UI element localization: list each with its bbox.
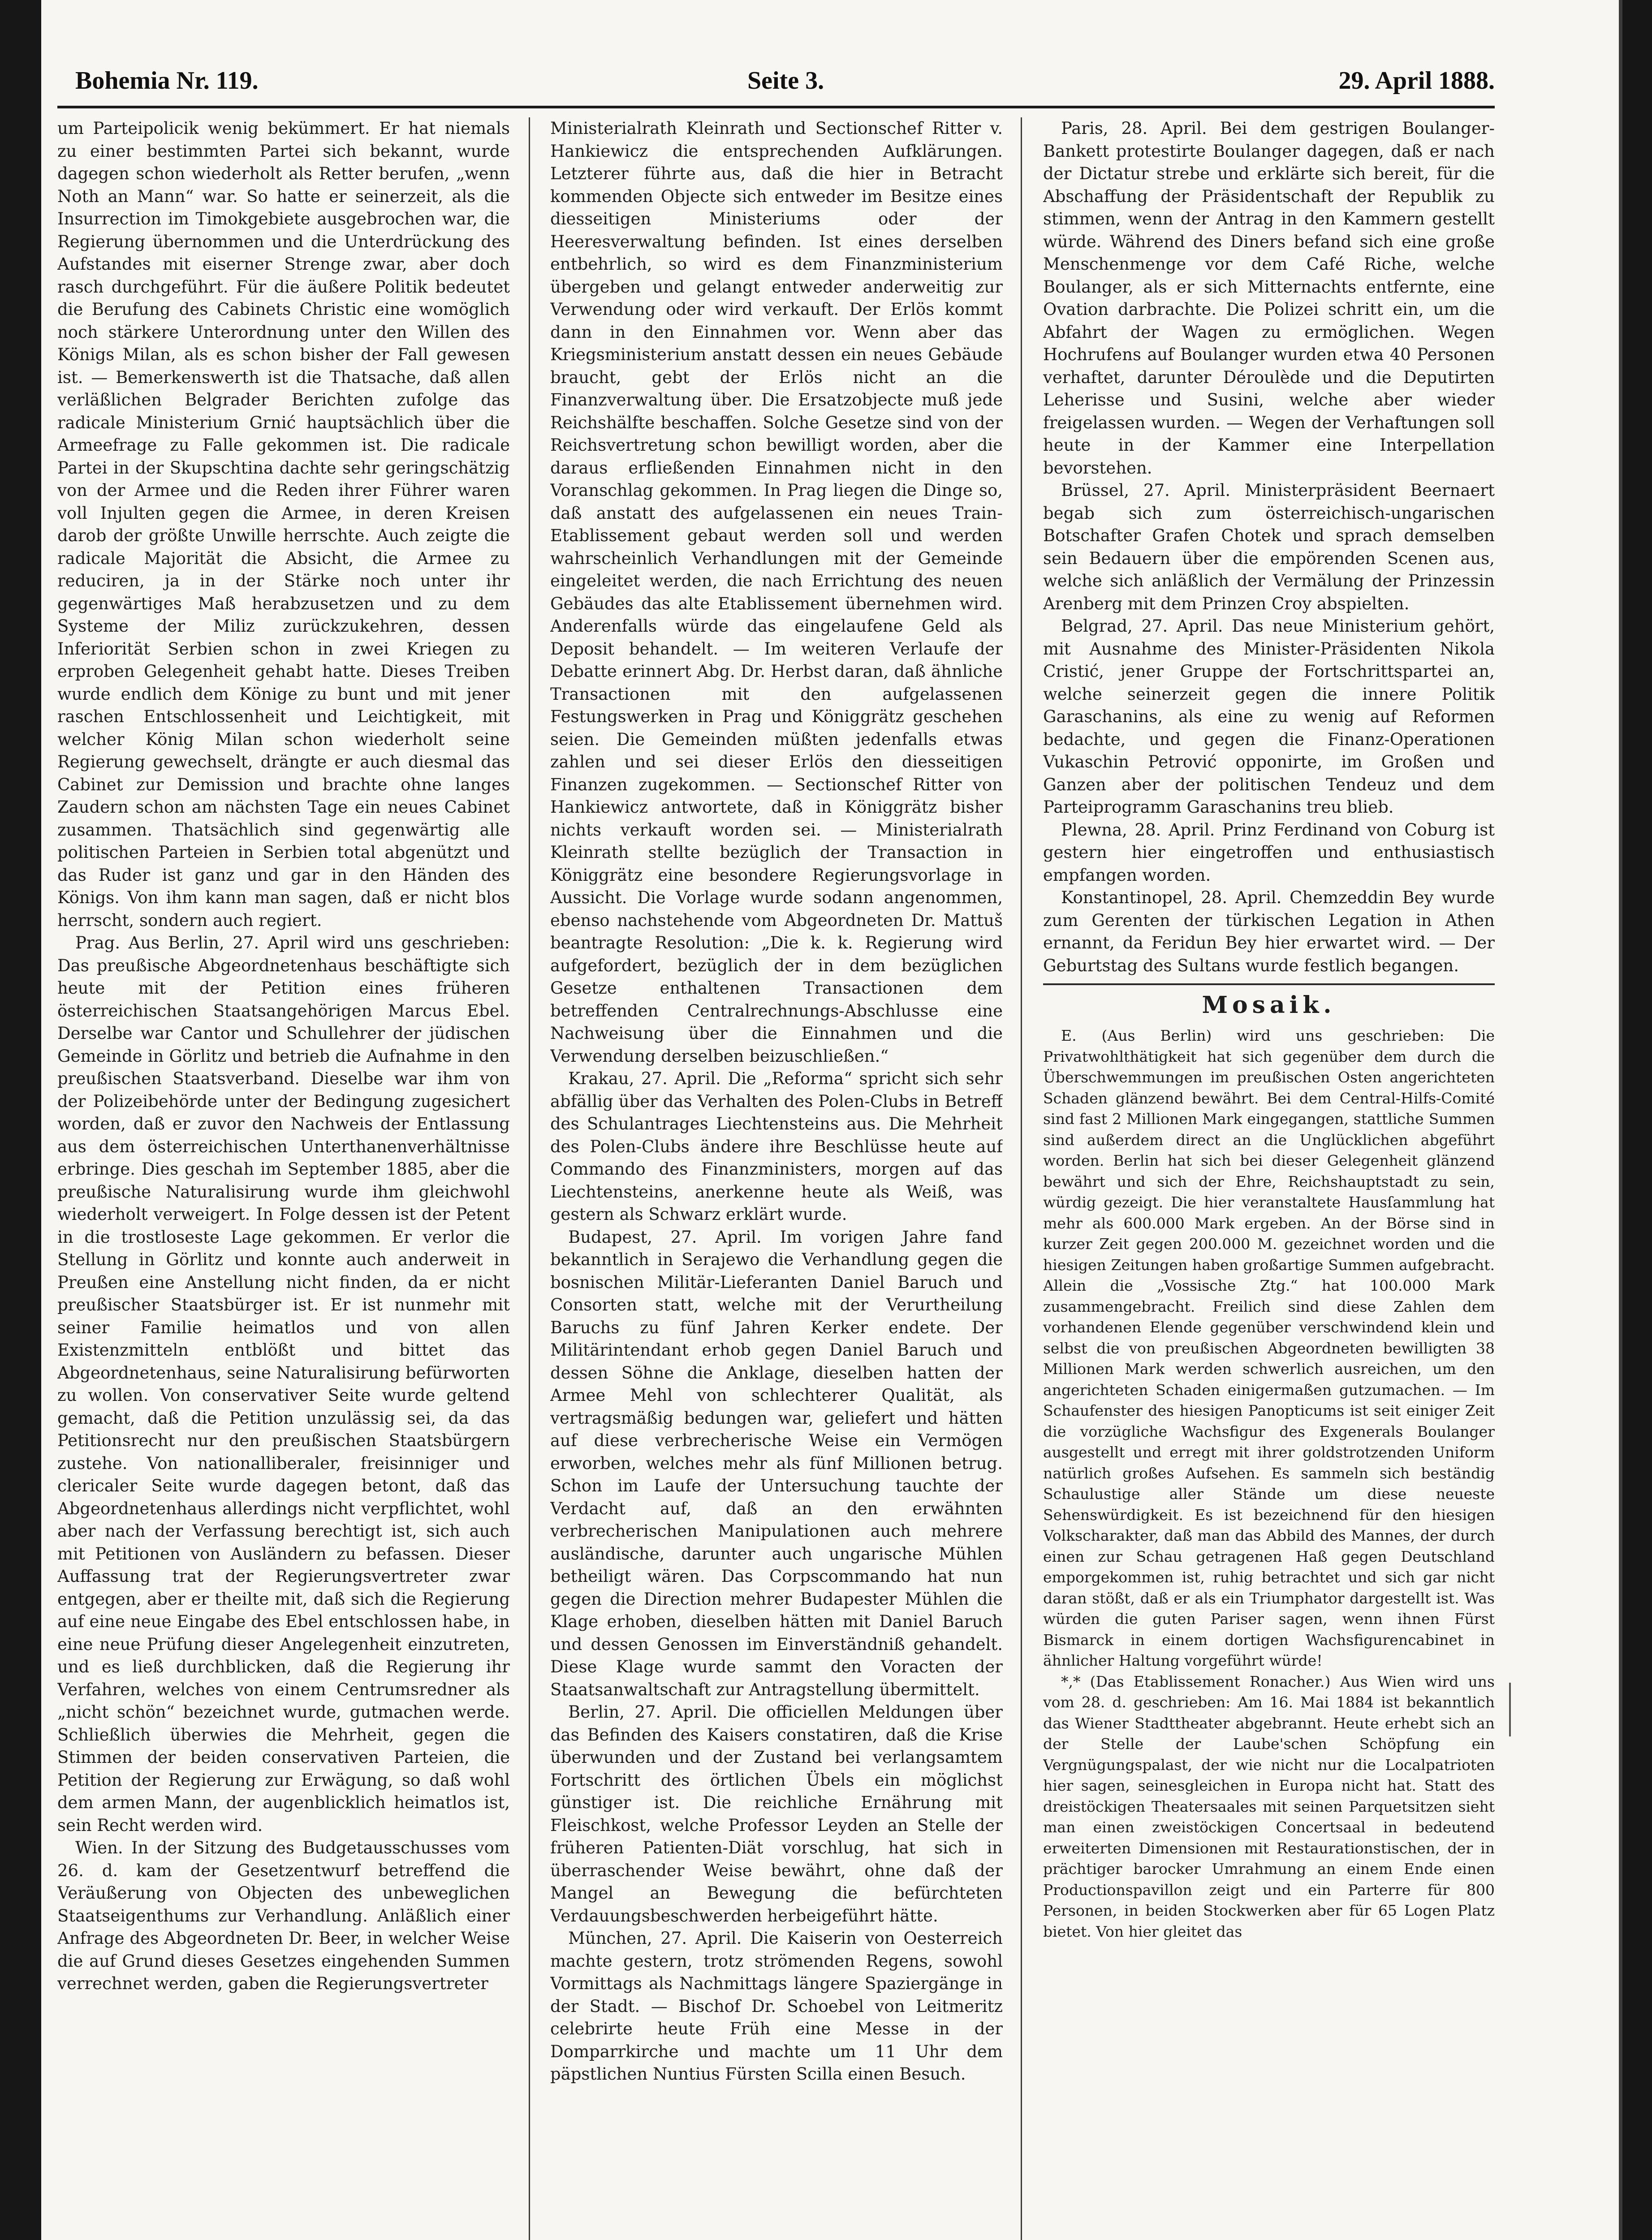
article-krakau: Krakau, 27. April. Die „Reforma“ spricht sich sehr abfällig über das Verhalten des Polen-Clubs in Betreff des Schulantrages Liechtensteins aus. Die Mehrheit des Polen-Clubs ändere ihre Beschlüsse heute auf Commando des Finanzministers, morgen auf das Liechtensteins, anerkenne heute als Weiß, was gestern als Schwarz erklärt wurde.	[550, 1069, 1003, 1224]
section-rule	[1043, 983, 1495, 985]
section-heading-mosaik: Mosaik.	[1202, 991, 1336, 1019]
article-budapest: Budapest, 27. April. Im vorigen Jahre fand bekanntlich in Serajewo die Verhandlung gegen die bosnischen Militär-Lieferanten Daniel Baruch und Consorten statt, welche mit der Verurtheilung Baruchs zu fünf Jahren Kerker endete. Der Militärintendant erhob gegen Daniel Baruch und dessen Söhne die Anklage, dieselben hatten der Armee Mehl von schlechterer Qualität, als vertragsmäßig bedungen war, geliefert und hätten auf diese verbrecherische Weise ein Vermögen erworben, welches mehr als fünf Millionen betrug. Schon im Laufe der Untersuchung tauchte der Verdacht auf, daß an den erwähnten verbrecherischen Manipulationen auch mehrere ausländische, darunter auch ungarische Mühlen betheiligt wären. Das Corpscommando hat nun gegen die Direction mehrer Budapester Mühlen die Klage erhoben, dieselben hätten mit Daniel Baruch und dessen Genossen im Einverständniß gehandelt. Diese Klage wurde sammt den Voracten der Staatsanwaltschaft zur Antragstellung übermittelt.	[550, 1227, 1003, 1699]
page-content	[57, 25, 1495, 2240]
column-2	[550, 117, 1003, 2240]
article-belgrad: Belgrad, 27. April. Das neue Ministerium gehört, mit Ausnahme des Minister-Präsidenten Nikola Cristić, jener Gruppe der Fortschrittspartei an, welche seinerzeit gegen die innere Politik Garaschanins, als eine zu wenig auf Reformen bedachte, und gegen die Finanz-Operationen Vukaschin Petrović opponirte, im Großen und Ganzen aber der politischen Tendeuz und dem Parteiprogramm Garaschanins treu blieb.	[1043, 616, 1495, 817]
article-paris: Paris, 28. April. Bei dem gestrigen Boulanger-Bankett protestirte Boulanger dagegen, daß er nach der Dictatur strebe und erklärte sich bereit, für die Abschaffung der Präsidentschaft der Republik zu stimmen, wenn der Antrag in den Kammern gestellt würde. Während des Diners befand sich eine große Menschenmenge vor dem Café Riche, welche Boulanger, als er sich Mitternachts entfernte, eine Ovation darbrachte. Die Polizei schritt ein, um die Abfahrt der Wagen zu ermöglichen. Wegen Hochrufens auf Boulanger wurden etwa 40 Personen verhaftet, darunter Déroulède und die Deputirten Leherisse und Susini, welche aber wieder freigelassen wurden. — Wegen der Verhaftungen soll heute in der Kammer eine Interpellation bevorstehen.	[1043, 119, 1495, 478]
article-prag: Prag. Aus Berlin, 27. April wird uns geschrieben: Das preußische Abgeordnetenhaus beschäftigte sich heute mit der Petition eines früheren österreichischen Staatsangehörigen Marcus Ebel. Derselbe war Cantor und Schullehrer der jüdischen Gemeinde in Görlitz und betrieb die Aufnahme in den preußischen Staatsverband. Dieselbe war ihm von der Polizeibehörde unter der Bedingung zugesichert worden, daß er zuvor den Nachweis der Entlassung aus dem österreichischen Unterthanenverhältnisse erbringe. Dies geschah im September 1885, aber die preußische Naturalisirung wurde ihm gleichwohl wiederholt verweigert. In Folge dessen ist der Petent in die trostloseste Lage gekommen. Er verlor die Stellung in Görlitz und konnte auch anderweit in Preußen eine Anstellung nicht finden, da er nicht preußischer Staatsbürger ist. Er ist nunmehr mit seiner Familie heimatlos und von allen Existenzmitteln entblößt und bittet das Abgeordnetenhaus, seine Naturalisirung befürworten zu wollen. Von conservativer Seite wurde geltend gemacht, daß die Petition unzulässig sei, da das Petitionsrecht nur den preußischen Staatsbürgern zustehe. Von nationalliberaler, freisinniger und clericaler Seite wurde dagegen betont, daß das Abgeordnetenhaus allerdings nicht verpflichtet, wohl aber nach der Verfassung berechtigt ist, sich auch mit Petitionen von Ausländern zu befassen. Dieser Auffassung trat der Regierungsvertreter zwar entgegen, aber er theilte mit, daß sich die Regierung auf eine neue Eingabe des Ebel entschlossen habe, in eine neue Prüfung dieser Angelegenheit einzutreten, und es ließ durchblicken, daß die Regierung ihr Verfahren, welches von einem Centrumsredner als „nicht schön“ bezeichnet wurde, gutmachen werde. Schließlich überwies die Mehrheit, gegen die Stimmen der beiden conservativen Parteien, die Petition der Regierung zur Erwägung, so daß wohl dem armen Mann, der augenblicklich heimatlos ist, sein Recht werden wird.	[57, 933, 510, 1835]
article-konstantinopel: Konstantinopel, 28. April. Chemzeddin Bey wurde zum Gerenten der türkischen Legation in Athen ernannt, da Feridun Bey hier erwartet wird. — Der Geburtstag des Sultans wurde festlich begangen.	[1043, 888, 1495, 975]
column-divider	[1021, 117, 1022, 2240]
masthead-rule	[57, 106, 1495, 108]
mosaik-item-berlin: E. (Aus Berlin) wird uns geschrieben: Die Privatwohlthätigkeit hat sich gegenüber dem durch die Überschwemmungen im preußischen Osten angerichteten Schaden glänzend bewährt. Bei dem Central-Hilfs-Comité sind fast 2 Millionen Mark eingegangen, stattliche Summen sind außerdem direct an die Unglücklichen abgeführt worden. Berlin hat sich bei dieser Gelegenheit glänzend bewährt und sich der Ehre, Reichshauptstadt zu sein, würdig gezeigt. Die hier veranstaltete Hausſammlung hat mehr als 600.000 Mark ergeben. An der Börse sind in kurzer Zeit gegen 200.000 M. gezeichnet worden und die hiesigen Zeitungen haben großartige Summen aufgebracht. Allein die „Vossische Ztg.“ hat 100.000 Mark zusammengebracht. Freilich sind diese Zahlen dem vorhandenen Elende gegenüber verschwindend klein und selbst die von preußischen Abgeordneten bewilligten 38 Millionen Mark werden schwerlich ausreichen, um den angerichteten Schaden einigermaßen gutzumachen. — Im Schaufenster des hiesigen Panopticums ist seit einiger Zeit die vorzügliche Wachsfigur des Exgenerals Boulanger ausgestellt und erregt mit ihrer goldstrotzenden Uniform natürlich großes Aufsehen. Es sammeln sich beständig Schaulustige aller Stände um diese neueste Sehenswürdigkeit. Es ist bezeichnend für den hiesigen Volkscharakter, daß man das Abbild des Mannes, der durch einen zur Schau getragenen Haß gegen Deutschland emporgekommen ist, ruhig betrachtet und sich gar nicht daran stößt, daß er als ein Triumphator dargestellt ist. Was würden die guten Pariser sagen, wenn ihnen Fürst Bismarck in einem dortigen Wachsfigurencabinet in ähnlicher Haltung vorgeführt würde!	[1043, 1027, 1495, 1669]
issue-date: 29. April 1888.	[1338, 67, 1495, 95]
scan-border-right	[1619, 0, 1652, 2240]
article-muenchen: München, 27. April. Die Kaiserin von Oesterreich machte gestern, trotz strömenden Regens, sowohl Vormittags als Nachmittags längere Spaziergänge in der Stadt. — Bischof Dr. Schoebel von Leitmeritz celebrirte heute Früh eine Messe in der Domparrkirche und machte um 11 Uhr dem päpstlichen Nuntius Fürsten Scilla einen Besuch.	[550, 1929, 1003, 2084]
column-3	[1043, 117, 1495, 2240]
scan-border-left	[0, 0, 41, 2240]
article-serbia-continued: um Parteipolicik wenig bekümmert. Er hat niemals zu einer bestimmten Partei sich bekannt, wurde dagegen schon wiederholt als Retter berufen, „wenn Noth an Mann“ war. So hatte er seinerzeit, als die Insurrection im Timokgebiete ausgebrochen war, die Regierung übernommen und die Unterdrückung des Aufstandes mit eiserner Strenge zwar, aber doch rasch durchgeführt. Für die äußere Politik bedeutet die Berufung des Cabinets Christic eine womöglich noch stärkere Unterordnung unter den Willen des Königs Milan, als es schon bisher der Fall gewesen ist. — Bemerkenswerth ist die Thatsache, daß allen verläßlichen Belgrader Berichten zufolge das radicale Ministerium Grnić hauptsächlich über die Armeefrage zu Falle gekommen ist. Die radicale Partei in der Skupschtina dachte sehr geringschätzig von der Armee und die Reden ihrer Führer waren voll Injulten gegen die Armee, in deren Kreisen darob der größte Unwille herrschte. Auch zeigte die radicale Majorität die Absicht, die Armee zu reduciren, ja in der Stärke noch unter ihr gegenwärtiges Maß herabzusetzen und zu dem Systeme der Miliz zurückzukehren, dessen Inferiorität Serbien schon in zwei Kriegen zu erproben Gelegenheit gehabt hatte. Dieses Treiben wurde endlich dem Könige zu bunt und mit jener raschen Entschlossenheit und Leichtigkeit, mit welcher König Milan schon wiederholt seine Regierung gewechselt, drängte er auch diesmal das Cabinet zur Demission und brachte ohne langes Zaudern schon am nächsten Tage ein neues Cabinet zusammen. Thatsächlich sind gegenwärtig alle politischen Parteien in Serbien total abgenützt und das Ruder ist ganz und gar in den Händen des Königs. Von ihm kann man sagen, daß er nicht blos herrscht, sondern auch regiert.	[57, 119, 510, 930]
article-berlin: Berlin, 27. April. Die officiellen Meldungen über das Befinden des Kaisers constatiren, daß die Krise überwunden und der Zustand bei verlangsamtem Fortschritt des örtlichen Übels ein möglichst günstiger ist. Die reichliche Ernährung mit Fleischkost, welche Professor Leyden an Stelle der früheren Patienten-Diät vorschlug, hat sich in überraschender Weise bewährt, ohne daß der Mangel an Bewegung die befürchteten Verdauungsbeschwerden herbeigeführt hätte.	[550, 1702, 1003, 1926]
page-edge-shadow	[1619, 0, 1622, 2240]
mosaik-item-ronacher: *,* (Das Etablissement Ronacher.) Aus Wien wird uns vom 28. d. geschrieben: Am 16. Mai 1884 ist bekanntlich das Wiener Stadttheater abgebrannt. Heute erhebt sich an der Stelle der Laube'schen Schöpfung ein Vergnügungspalast, der wie nicht nur die Localpatrioten hier sagen, seinesgleichen in Europa nicht hat. Statt des dreistöckigen Theatersaales mit seinen Parquetsitzen sieht man einen zweistöckigen Concertsaal in bedeutend erweiterten Dimensionen mit Restaurationstischen, der in prächtiger barocker Umrahmung an einem Ende einen Productionspavillon zeigt und ein Parterre für 800 Personen, in beiden Stockwerken aber für 65 Logen Platz bietet. Von hier gleitet das	[1043, 1672, 1495, 1940]
article-plewna: Plewna, 28. April. Prinz Ferdinand von Coburg ist gestern hier eingetroffen und enthusiastisch empfangen worden.	[1043, 820, 1495, 885]
scan-artifact	[1509, 1683, 1511, 1736]
newspaper-page	[41, 0, 1619, 2240]
column-1	[57, 117, 510, 2240]
masthead-title: Bohemia Nr. 119.	[75, 67, 259, 95]
page-number: Seite 3.	[747, 67, 824, 95]
column-divider	[529, 117, 530, 2240]
article-bruessel: Brüssel, 27. April. Ministerpräsident Beernaert begab sich zum österreichisch-ungarischen Botschafter Grafen Chotek und sprach demselben sein Bedauern über die empörenden Scenen aus, welche sich anläßlich der Vermälung der Prinzessin Arenberg mit dem Prinzen Croy abspielten.	[1043, 481, 1495, 613]
article-wien-continued: Ministerialrath Kleinrath und Sectionschef Ritter v. Hankiewicz die entsprechenden Aufklärungen. Letzterer führte aus, daß die hier in Betracht kommenden Objecte sich entweder im Besitze eines diesseitigen Ministeriums oder der Heeresverwaltung befinden. Ist eines derselben entbehrlich, so wird es dem Finanzministerium übergeben und gelangt entweder anderweitig zur Verwendung oder wird verkauft. Der Erlös kommt dann in den Einnahmen vor. Wenn aber das Kriegsministerium anstatt dessen ein neues Gebäude braucht, gebt der Erlös nicht an die Finanzverwaltung über. Die Ersatzobjecte muß jede Reichshälfte beschaffen. Solche Gesetze sind von der Reichsvertretung schon bewilligt worden, aber die daraus erfließenden Einnahmen nicht in den Voranschlag gekommen. In Prag liegen die Dinge so, daß anstatt des aufgelassenen ein neues Train-Etablissement gebaut werden soll und werden wahrscheinlich Verhandlungen mit der Gemeinde eingeleitet werden, die nach Errichtung des neuen Gebäudes das alte Etablissement übernehmen wird. Anderenfalls würde das eingelaufene Geld als Deposit behandelt. — Im weiteren Verlaufe der Debatte erinnert Abg. Dr. Herbst daran, daß ähnliche Transactionen mit den aufgelassenen Festungswerken in Prag und Königgrätz geschehen seien. Die Gemeinden müßten jedenfalls etwas zahlen und sei dieser Erlös den diesseitigen Finanzen zugekommen. — Sectionschef Ritter von Hankiewicz antwortete, daß in Königgrätz bisher nichts verkauft worden sei. — Ministerialrath Kleinrath stellte bezüglich der Transaction in Königgrätz eine besondere Regierungsvorlage in Aussicht. Die Vorlage wurde sodann angenommen, ebenso nachstehende vom Abgeordneten Dr. Mattuš beantragte Resolution: „Die k. k. Regierung wird aufgefordert, bezüglich der in dem bezüglichen Gesetze enthaltenen Transactionen dem betreffenden Centralrechnungs-Abschlusse eine Nachweisung über die Einnahmen und die Verwendung derselben beizuschließen.“	[550, 119, 1003, 1066]
article-wien: Wien. In der Sitzung des Budgetausschusses vom 26. d. kam der Gesetzentwurf betreffend die Veräußerung von Objecten des unbeweglichen Staatseigenthums zur Verhandlung. Anläßlich einer Anfrage des Abgeordneten Dr. Beer, in welcher Weise die auf Grund dieses Gesetzes eingehenden Summen verrechnet werden, gaben die Regierungsvertreter	[57, 1838, 510, 1993]
masthead	[57, 66, 1495, 101]
